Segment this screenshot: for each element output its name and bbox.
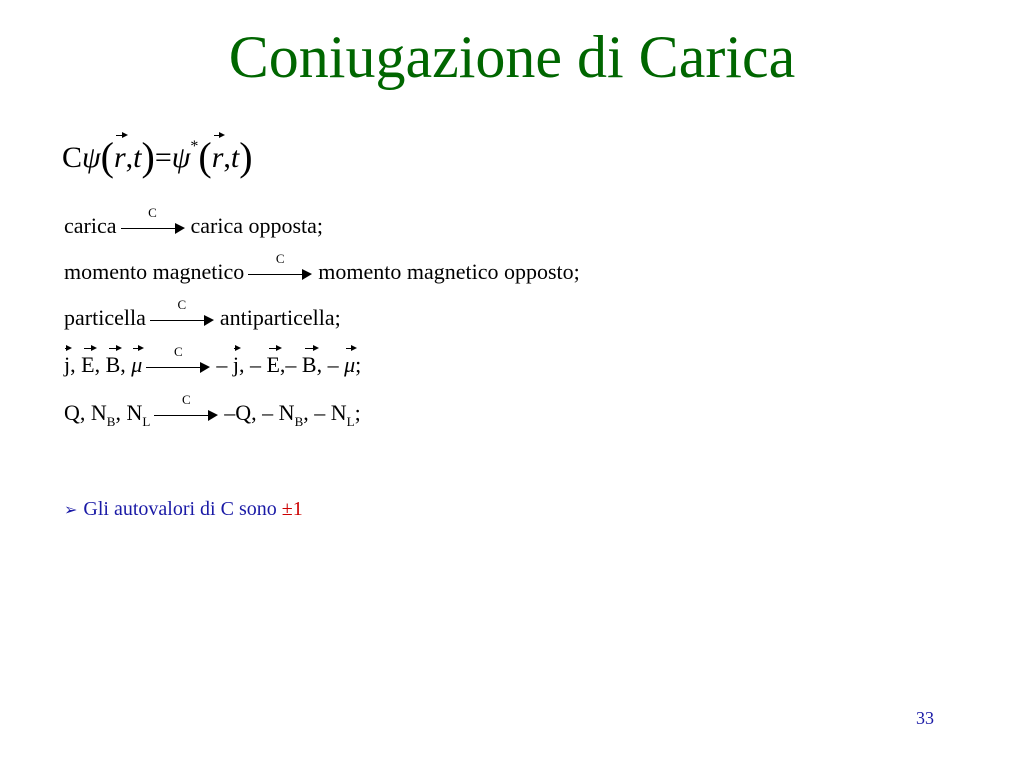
arrow-label: C [181, 392, 191, 407]
charge-conjugation-equation [62, 122, 253, 179]
eq-r-vector-2: r [212, 133, 224, 183]
end: ; [354, 400, 361, 425]
c-arrow-icon [150, 297, 214, 336]
sep: , [70, 352, 76, 377]
c-arrow-icon [154, 392, 218, 431]
arrow-label: C [275, 251, 285, 266]
sep-nl: , N [115, 400, 143, 425]
eq-star: * [190, 138, 199, 155]
vec-B-neg: B [302, 347, 317, 383]
sub-L-neg: L [346, 414, 355, 429]
eigenvalue-bullet [64, 494, 303, 524]
transform-row-particle [64, 297, 341, 336]
vec-mu: μ [131, 347, 142, 383]
vec-B: B [106, 347, 121, 383]
neg-q-nb: –Q, – N [224, 400, 295, 425]
transform-row-charge [64, 205, 324, 244]
sep: , [94, 352, 101, 377]
row-left: carica [64, 213, 117, 238]
vec-E-neg: E [266, 347, 279, 383]
vec-E: E [81, 347, 94, 383]
slide-title: Coniugazione di Carica [228, 24, 796, 90]
eq-rparen-2: ) [239, 134, 253, 179]
eq-lparen-2: ( [198, 134, 212, 179]
row-right: carica opposta; [190, 213, 324, 238]
sep: , – [316, 352, 339, 377]
eq-comma-2: , [223, 141, 231, 174]
c-arrow-icon [248, 251, 312, 290]
eq-t: t [133, 141, 142, 174]
sep-nl-neg: , – N [303, 400, 347, 425]
eq-r-vector: r [114, 133, 126, 183]
transform-row-quantum-numbers [64, 392, 361, 431]
bullet-text: Gli autovalori di C sono [83, 498, 282, 520]
eq-operator: C [62, 141, 83, 174]
eigenvalue: ±1 [281, 498, 303, 520]
neg: – [216, 352, 228, 377]
q-nb: Q, N [64, 400, 107, 425]
eq-psi-conj: ψ [171, 141, 191, 174]
arrow-bullet-icon: ➢ [64, 502, 78, 519]
eq-lparen: ( [100, 134, 114, 179]
c-arrow-icon [121, 205, 185, 244]
arrow-label: C [173, 344, 183, 359]
sep: , – [238, 352, 261, 377]
page-number: 33 [916, 708, 934, 728]
c-arrow-icon [146, 344, 210, 383]
vec-mu-neg: μ [344, 347, 355, 383]
row-right: momento magnetico opposto; [318, 259, 580, 284]
transform-row-magnetic-moment [64, 251, 580, 290]
eq-equals: = [154, 141, 172, 174]
row-left: momento magnetico [64, 259, 245, 284]
eq-t-2: t [230, 141, 240, 174]
sep: ,– [279, 352, 297, 377]
arrow-label: C [148, 205, 157, 220]
eq-comma: , [125, 141, 134, 174]
vec-j-neg: j [233, 347, 239, 383]
vec-j: j [64, 347, 70, 383]
sub-B-neg: B [294, 414, 304, 429]
sub-L: L [142, 414, 151, 429]
arrow-label: C [177, 297, 187, 312]
end: ; [355, 352, 362, 377]
transform-row-vectors [64, 344, 362, 383]
row-right: antiparticella; [219, 305, 341, 330]
row-left: particella [64, 305, 146, 330]
eq-rparen: ) [141, 134, 155, 179]
sep: , [120, 352, 126, 377]
eq-psi: ψ [82, 141, 101, 174]
sub-B: B [106, 414, 116, 429]
